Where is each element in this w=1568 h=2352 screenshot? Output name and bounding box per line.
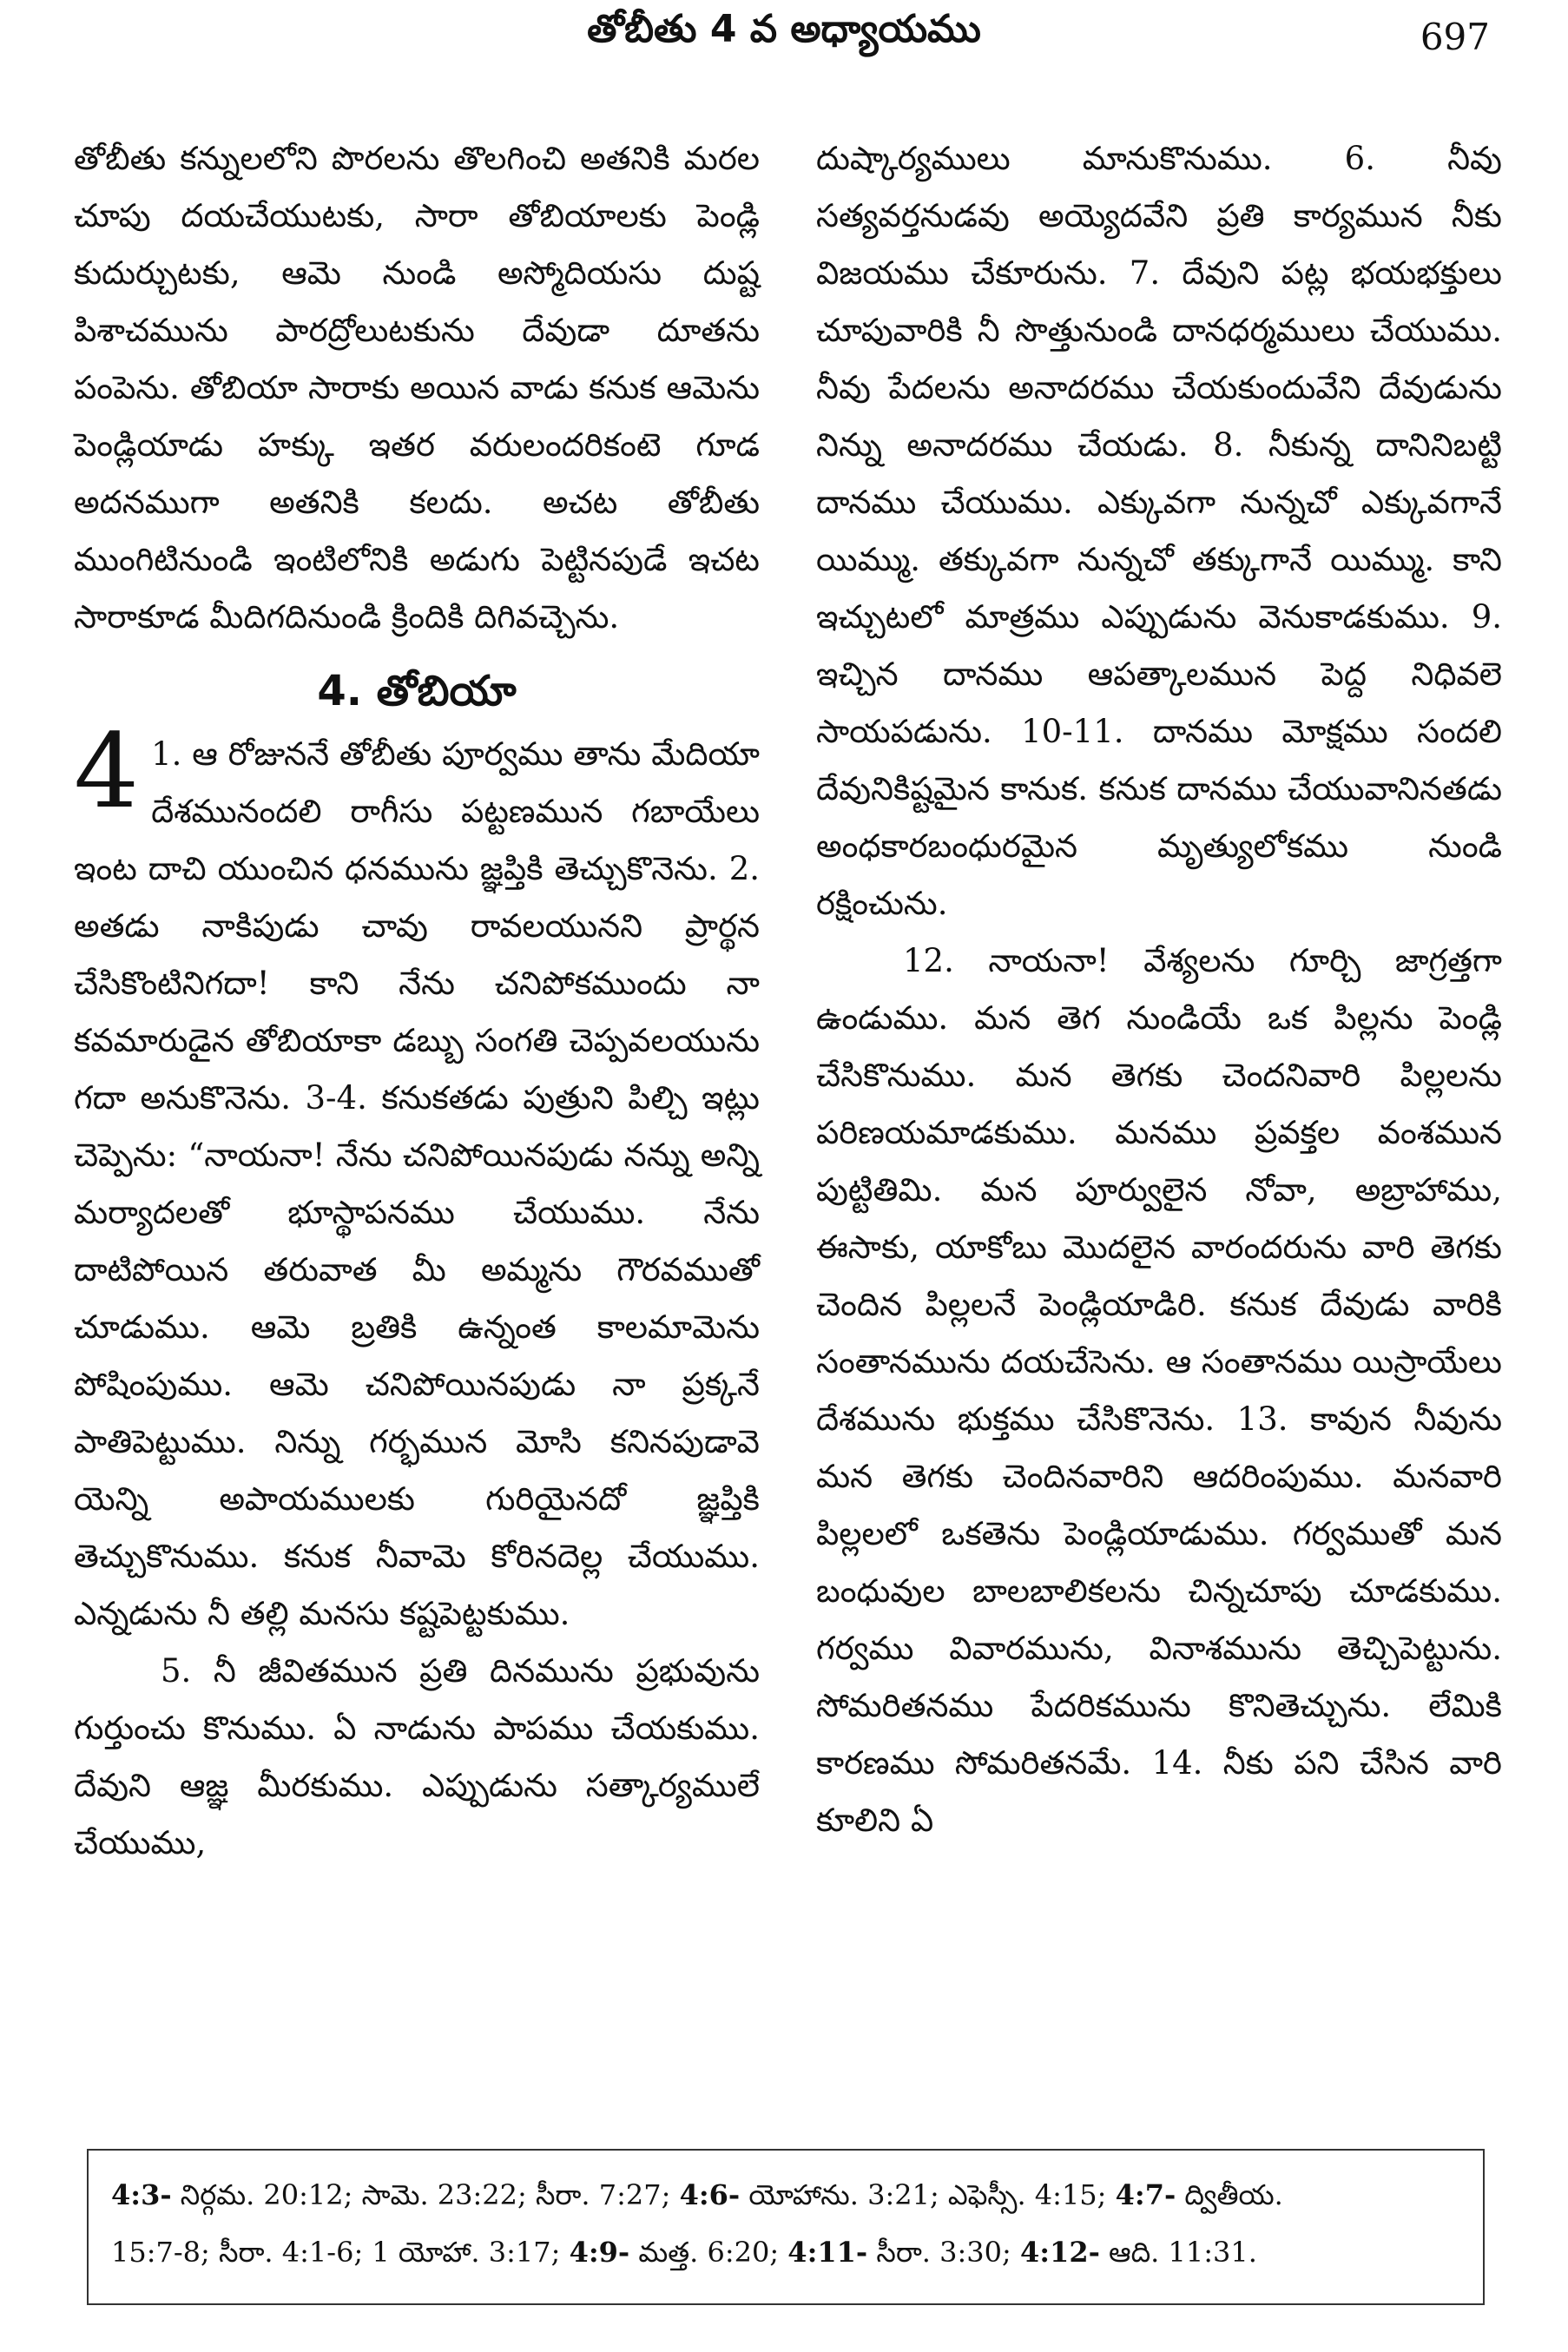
chapter-verses-1-4: 1. ఆ రోజుననే తోబీతు పూర్వము తాను మేదియా దేశమునందలి రాగీసు పట్టణమున గబాయేలు ఇంట దాచి యుంచిన ధనమును జ్ఞప్తికి తెచ్చుకొనెను. 2. అతడు నాకిపుడు చావు రావలయునని ప్రార్థన చేసికొంటినిగదా! కాని నేను చనిపోకముందు నా కవమారుడైన తోబియాకా డబ్బు సంగతి చెప్పవలయును గదా అనుకొనెను. 3-4. కనుకతడు పుత్రుని పిల్చి ఇట్లు చెప్పెను: “నాయనా! నేను చనిపోయినపుడు నన్ను అన్ని మర్యాదలతో భూస్థాపనము చేయుము. నేను దాటిపోయిన తరువాత మీ అమ్మను గౌరవముతో చూడుము. ఆమె బ్రతికి ఉన్నంత కాలమామెను పోషింపుము. ఆమె చనిపోయినపుడు నా ప్రక్కనే పాతిపెట్టుము. నిన్ను గర్భమున మోసి కనినపుడావె యెన్ని అపాయములకు గురియైనదో జ్ఞప్తికి తెచ్చుకొనుము. కనుక నీవామె కోరినదెల్ల చేయుము. ఎన్నడును నీ తల్లి మనసు కష్టపెట్టకుము. — [74, 735, 760, 1632]
paragraph-intro: తోబీతు కన్నులలోని పొరలను తొలగించి అతనికి మరల చూపు దయచేయుటకు, సారా తోబియాలకు పెండ్లి కుదుర్చుటకు, ఆమె నుండి అస్మోదియసు దుష్ట పిశాచమును పారద్రోలుటకును దేవుడా దూతను పంపెను. తోబియా సారాకు అయిన వాడు కనుక ఆమెను పెండ్లియాడు హక్కు ఇతర వరులందరికంటె గూడ అదనముగా అతనికి కలదు. అచట తోబీతు ముంగిటినుండి ఇంటిలోనికి అడుగు పెట్టినపుడే ఇచట సారాకూడ మీదిగదినుండి క్రిందికి దిగివచ్చెను. — [74, 140, 760, 636]
footnote-ref: 4:3- — [111, 2178, 172, 2211]
footnote-ref: 4:11- — [787, 2236, 868, 2269]
footnote-text: ద్వితీయ. — [1176, 2178, 1283, 2211]
page-number: 697 — [1420, 16, 1490, 58]
chapter-drop-cap: 4 — [74, 711, 140, 831]
paragraph-chapter-start — [74, 711, 760, 1643]
section-heading: 4. తోబియా — [317, 667, 517, 715]
footnote-text: సీరా. 3:30; — [867, 2236, 1020, 2269]
footnote-line-1 — [111, 2166, 1460, 2224]
footnote-ref: 4:9- — [569, 2236, 630, 2269]
left-column — [74, 130, 760, 1872]
footnote-ref: 4:6- — [679, 2178, 741, 2211]
footnote-ref: 4:7- — [1115, 2178, 1176, 2211]
footnotes-box — [87, 2149, 1485, 2305]
footnote-text: 15:7-8; సీరా. 4:1-6; 1 యోహా. 3:17; — [111, 2236, 570, 2269]
footnote-text: యోహాను. 3:21; ఎఫెస్సీ. 4:15; — [740, 2178, 1116, 2211]
paragraph-verses-6-11: దుష్కార్యములు మానుకొనుము. 6. నీవు సత్యవర్తనుడవు అయ్యెదవేని ప్రతి కార్యమున నీకు విజయము చేకూరును. 7. దేవుని పట్ల భయభక్తులు చూపువారికి నీ సొత్తునుండి దానధర్మములు చేయుము. నీవు పేదలను అనాదరము చేయకుందువేని దేవుడును నిన్ను అనాదరము చేయడు. 8. నీకున్న దానినిబట్టి దానము చేయుము. ఎక్కువగా నున్నచో ఎక్కువగానే యిమ్ము. తక్కువగా నున్నచో తక్కుగానే యిమ్ము. కాని ఇచ్చుటలో మాత్రము ఎప్పుడును వెనుకాడకుము. 9. ఇచ్చిన దానము ఆపత్కాలమున పెద్ద నిధివలె సాయపడును. 10-11. దానము మోక్షము సందలి దేవునికిష్టమైన కానుక. కనుక దానము చేయువానినతడు అంధకారబంధురమైన మృత్యులోకము నుండి రక్షించును. — [816, 140, 1502, 922]
footnote-ref: 4:12- — [1019, 2236, 1100, 2269]
footnote-text: మత్త. 6:20; — [629, 2236, 788, 2269]
footnote-text: ఆది. 11:31. — [1099, 2236, 1257, 2269]
footnote-line-2 — [111, 2224, 1460, 2281]
right-column — [816, 130, 1502, 1849]
paragraph-verse-5: 5. నీ జీవితమున ప్రతి దినమును ప్రభువును గుర్తుంచు కొనుము. ఏ నాడును పాపము చేయకుము. దేవుని ఆజ్ఞ మీరకుము. ఎప్పుడును సత్కార్యములే చేయుము, — [74, 1652, 760, 1861]
chapter-title: తోబీతు 4 వ అధ్యాయము — [587, 7, 981, 51]
paragraph-verses-12-14: 12. నాయనా! వేశ్యలను గూర్చి జాగ్రత్తగా ఉండుము. మన తెగ నుండియే ఒక పిల్లను పెండ్లి చేసికొనుము. మన తెగకు చెందనివారి పిల్లలను పరిణయమాడకుము. మనము ప్రవక్తల వంశమున పుట్టితిమి. మన పూర్వులైన నోవా, అబ్రాహాము, ఈసాకు, యాకోబు మొదలైన వారందరును వారి తెగకు చెందిన పిల్లలనే పెండ్లియాడిరి. కనుక దేవుడు వారికి సంతానమును దయచేసెను. ఆ సంతానము యిస్రాయేలు దేశమును భుక్తము చేసికొనెను. 13. కావున నీవును మన తెగకు చెందినవారిని ఆదరింపుము. మనవారి పిల్లలలో ఒకతెను పెండ్లియాడుము. గర్వముతో మన బంధువుల బాలబాలికలను చిన్నచూపు చూడకుము. గర్వము వివారమును, వినాశమును తెచ్చిపెట్టును. సోమరితనము పేదరికమును కొనితెచ్చును. లేమికి కారణము సోమరితనమే. 14. నీకు పని చేసిన వారి కూలిని ఏ — [816, 942, 1502, 1839]
page-header — [0, 0, 1568, 82]
footnote-text: నిర్గమ. 20:12; సామె. 23:22; సీరా. 7:27; — [171, 2178, 680, 2211]
